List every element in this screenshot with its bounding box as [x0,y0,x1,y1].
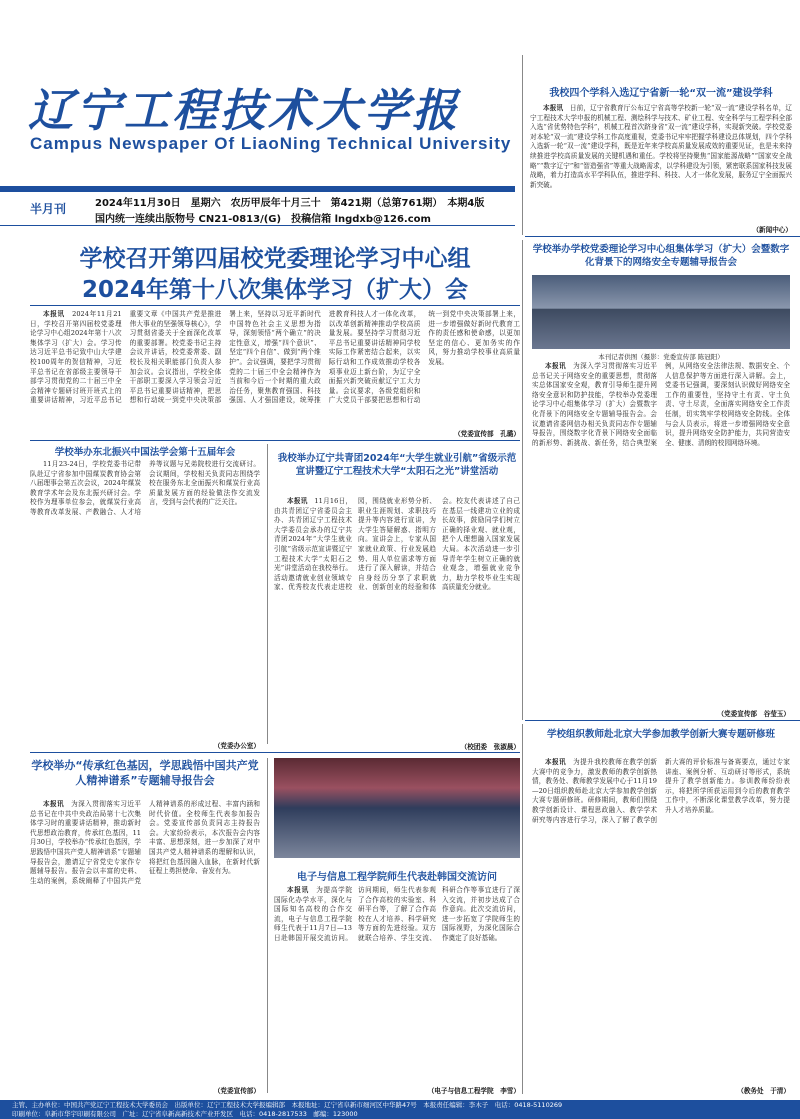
korea-visit-title: 电子与信息工程学院师生代表赴韩国交流访问 [297,872,497,883]
issn-line: 国内统一连续出版物号 CN21-0813/(G) 投稿信箱 lngdxb@126.com [95,214,431,225]
red-gene-title: 学校举办“传承红色基因，学思践悟中国共产党人精神谱系”专题辅导报告会 [31,759,259,787]
korea-photo [274,758,520,858]
teaching-title: 学校组织教师赴北京大学参加教学创新大赛专题研修班 [546,729,775,740]
main-title-rule [30,305,520,306]
mid-divider [267,444,268,744]
photo-article-rule [525,720,800,721]
coal-meeting-body: 11月23-24日，学校党委书记带队赴辽宁省参加中国煤炭教育协会第八届理事会第五次会议，2024年煤炭教育学术年会及东北振兴研讨会。学校作为理事单位参会，就煤炭行业高等教育改革发展、产教融合、人才培养等议题与兄弟院校进行交流研讨。会议期间，学校相关负责同志围绕学校在服务东北全面振兴和煤炭行业高质量发展方面的经验做法作交流发言，受到与会代表的广泛关注。 [30,460,260,516]
right-column-divider [522,240,523,720]
masthead-divider [0,186,515,192]
column-divider [522,55,523,235]
red-gene-sign: （党委宣传部） [213,1087,260,1095]
main-title-line1: 学校召开第四届校党委理论学习中心组 [79,246,471,272]
top-right-sign: （新闻中心） [752,226,792,234]
main-title-line2: 2024年第十八次集体学习（扩大）会 [81,277,468,303]
teaching-sign: （教务处 于清） [737,1087,790,1095]
bottom-right-divider [522,724,523,1094]
top-right-body: 本报讯 日前，辽宁省教育厅公布辽宁省高等学校新一轮“双一流”建设学科名单，辽宁工程技术大学申报的机械工程、测绘科学与技术、矿业工程、安全科学与工程学科全部入选“省优势特色学科”，机械工程首次跻身省“双一流”建设学科，实现新突破。学校党委对本轮“双一流”建设学科工作高度重视，党委书记牢牢把握学科建设总体规划，四个学科入选新一轮“双一流”建设学科，既是近年来学校高质量发展成效的重要见证，也是未来持续推进学校高质量发展的关键机遇和重任。学校将坚持聚焦“国家能源战略”“国家安全战略”“数字辽宁”和“智造强省”等重大战略需求，以学科建设为引领，紧密联系国家科技发展战略，着力打造高水平学科队伍，推进学科、科技、人才一体化发展，服务辽宁全面振兴新突破。 [530,104,792,189]
footer-line2: 印刷单位：阜新市华宇印刷有限公司 广址：辽宁省阜新高新技术产业开发区 电话：0418-2817533 邮编：123000 [12,1110,358,1118]
photo-article-sign: （党委宣传部 谷莹玉） [717,710,790,718]
footer-line1: 主管、主办单位：中国共产党辽宁工程技术大学委员会 出版单位：辽宁工程技术大学报编辑部 本报地址：辽宁省阜新市细河区中华路47号 本报责任编辑：李木子 电话：0418-5110269 [12,1101,563,1109]
top-right-title: 我校四个学科入选辽宁省新一轮“双一流”建设学科 [549,88,773,99]
coal-meeting-sign: （党委办公室） [213,742,260,750]
meeting-photo-caption: 本刊记者供图（摄影：党委宣传部 陈冠阳） [598,353,724,361]
masthead-bottom-rule [0,225,515,226]
red-gene-body: 本报讯 为深入贯彻落实习近平总书记在中共中央政治局第十七次集体学习时的重要讲话精神，推动新时代思想政治教育，传承红色基因，11月30日，学校举办“传承红色基因，学思践悟中国共产党人精神谱系”专题辅导报告会，邀请辽宁省党史专家作专题辅导报告。报告会以丰富的史料、生动的案例，系统阐释了中国共产党人精神谱系的形成过程、丰富内涵和时代价值。全校师生代表参加报告会。党委宣传部负责同志主持报告会。大家纷纷表示，本次报告会内容丰富、思想深刻，进一步加深了对中国共产党人精神谱系的理解和认识，将把红色基因融入血脉，在新时代新征程上勇担使命、奋发有为。 [30,800,260,885]
youth-league-title: 我校举办辽宁共青团2024年“大学生就业引航”省级示范宣讲暨辽宁工程技术大学“太阳石之光”讲堂活动 [277,453,517,477]
bottom-divider [267,758,268,1093]
main-article-body: 本报讯 2024年11月21日，学校召开第四届校党委理论学习中心组2024年第十八次集体学习（扩大）会。学习传达习近平总书记致中山大学建校100周年的贺信精神，习近平总书记在省部级主要领导干部学习贯彻党的二十届三中全会精神专题研讨班开班式上的重要讲话精神，习近平总书记重要文章《中国共产党是推进伟大事业的坚强领导核心》，学习贯彻省委关于全面深化改革的重要部署。校党委书记主持会议并讲话，校党委常委、副校长及相关职能部门负责人参加会议。会议指出，学校全体干部职工要深入学习领会习近平总书记重要讲话精神，把思想和行动统一到党中央决策部署上来，坚持以习近平新时代中国特色社会主义思想为指导，深刻领悟“两个确立”的决定性意义，增强“四个意识”、坚定“四个自信”、做到“两个维护”。会议强调，要把学习贯彻党的二十届三中全会精神作为当前和今后一个时期的重大政治任务，聚焦教育强国、科技强国、人才强国建设，统筹推进教育科技人才一体化改革，以改革创新精神推动学校高质量发展。要坚持学习贯彻习近平总书记重要讲话精神同学校实际工作紧密结合起来，以实际行动和工作成效推动学校各项事业迈上新台阶，为辽宁全面振兴新突破贡献辽宁工大力量。会议要求，各级党组织和广大党员干部要把思想和行动统一到党中央决策部署上来，进一步增强做好新时代教育工作的责任感和使命感，以更加坚定的信心、更加务实的作风，努力推动学校事业高质量发展。 [30,310,520,405]
korea-visit-sign: （电子与信息工程学院 李雪） [427,1087,520,1095]
footer [0,1100,800,1119]
date-line: 2024年11月30日 星期六 农历甲辰年十月三十 第421期（总第761期） 本期4版 [95,198,485,209]
youth-league-sign: （校团委 张淑晨） [460,743,520,751]
main-article-sign: （党委宣传部 孔璐） [454,430,520,438]
masthead-subtitle: Campus Newspaper Of LiaoNing Technical University [30,134,512,153]
masthead-title: 辽宁工程技术大学报 [28,84,461,137]
photo-article-body: 本报讯 为深入学习贯彻落实习近平总书记关于网络安全的重要思想，贯彻落实总体国家安全观，教育引导师生提升网络安全意识和防护技能，学校举办党委理论学习中心组集体学习（扩大）会暨数字化背景下的网络安全专题辅导报告会。会议邀请省委网信办相关负责同志作专题辅导报告，围绕数字化背景下网络安全面临的新形势、新挑战、新任务，结合典型案例，从网络安全法律法规、数据安全、个人信息保护等方面进行深入讲解。会上，党委书记强调，要深刻认识做好网络安全工作的重要性，坚持守土有责、守土负责、守土尽责，全面落实网络安全工作责任制，切实筑牢学校网络安全防线。全体与会人员表示，将进一步增强网络安全意识，提升网络安全防护能力，共同营造安全、健康、清朗的校园网络环境。 [532,362,790,447]
top-right-rule [525,236,800,237]
photo-article-title: 学校举办学校党委理论学习中心组集体学习（扩大）会暨数字化背景下的网络安全专题辅导报告会 [532,244,790,268]
coal-meeting-title: 学校举办东北振兴中国法学会第十五届年会 [54,447,236,458]
youth-league-body: 本报讯 11月16日，由共青团辽宁省委员会主办、共青团辽宁工程技术大学委员会承办的辽宁共青团2024年“大学生就业引航”省级示范宣讲暨辽宁工程技术大学“太阳石之光”讲堂活动在我校举行。活动邀请就业创业领域专家、优秀校友代表走进校园，围绕就业形势分析、职业生涯规划、求职技巧提升等内容进行宣讲，为大学生答疑解惑、指明方向。宣讲会上，专家从国家就业政策、行业发展趋势、用人单位需求等方面进行了深入解读，并结合自身经历分享了求职就业、创新创业的经验和体会。校友代表讲述了自己在基层一线建功立业的成长故事，鼓励同学们树立正确的择业观、就业观，把个人理想融入国家发展大局。本次活动进一步引导青年学生树立正确的就业观念，增强就业竞争力，助力学校毕业生实现高质量充分就业。 [274,497,520,592]
period-label: 半月刊 [30,202,67,216]
meeting-photo [532,275,790,349]
main-article-rule [30,440,520,441]
mid-bottom-rule [30,752,520,753]
teaching-body: 本报讯 为提升我校教师在教学创新大赛中的竞争力，激发教师的教学创新热情，教务处、教师教学发展中心于11月19—20日组织教师赴北京大学参加教学创新大赛专题研修班。研修期间，教师们围绕教学创新设计、课程思政融入、教学学术研究等内容进行学习，深入了解了教学创新大赛的评价标准与备赛要点，通过专家讲座、案例分析、互动研讨等形式，系统提升了教学创新能力。参训教师纷纷表示，将把所学所获运用到今后的教育教学工作中，不断深化课堂教学改革，努力提升人才培养质量。 [532,758,790,824]
korea-visit-body: 本报讯 为提高学院国际化办学水平，深化与国际知名高校的合作交流，电子与信息工程学院师生代表于11月7日—13日赴韩国开展交流访问。访问期间，师生代表参观了合作高校的实验室、科研平台等，了解了合作高校在人才培养、科学研究等方面的先进经验。双方就联合培养、学生交流、科研合作等事宜进行了深入交流，并初步达成了合作意向。此次交流访问，进一步拓宽了学院师生的国际视野，为深化国际合作奠定了良好基础。 [274,886,520,942]
